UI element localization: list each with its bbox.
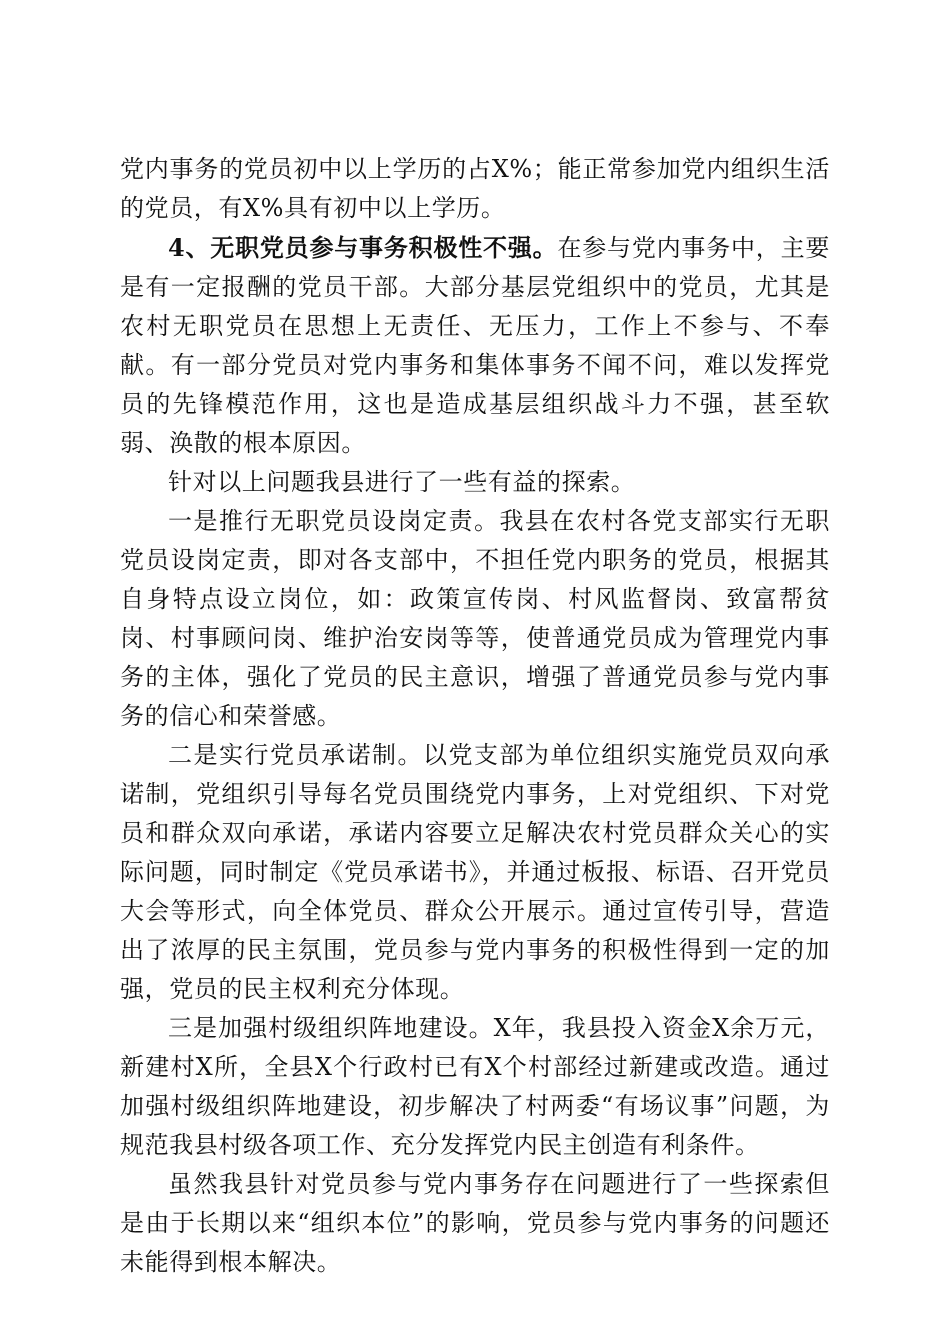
- paragraph-6-text: 三是加强村级组织阵地建设。X年，我县投入资金X余万元，新建村X所，全县X个行政村已有X个村部经过新建或改造。通过加强村级组织阵地建设，初步解决了村两委“有场议事”问题，为规范我县村级各项工作、充分发挥党内民主创造有利条件。: [120, 1014, 830, 1159]
- paragraph-2: [120, 228, 830, 463]
- paragraph-4: [120, 502, 830, 736]
- paragraph-3-text: 针对以上问题我县进行了一些有益的探索。: [168, 468, 636, 496]
- paragraph-2-heading: 4、无职党员参与事务积极性不强。: [168, 233, 558, 262]
- paragraph-7-text: 虽然我县针对党员参与党内事务存在问题进行了一些探索但是由于长期以来“组织本位”的影响，党员参与党内事务的问题还未能得到根本解决。: [120, 1170, 830, 1276]
- paragraph-4-text: 一是推行无职党员设岗定责。我县在农村各党支部实行无职党员设岗定责，即对各支部中，不担任党内职务的党员，根据其自身特点设立岗位，如：政策宣传岗、村风监督岗、致富帮贫岗、村事顾问岗、维护治安岗等等，使普通党员成为管理党内事务的主体，强化了党员的民主意识，增强了普通党员参与党内事务的信心和荣誉感。: [120, 507, 830, 730]
- paragraph-6: [120, 1009, 830, 1165]
- paragraph-7: [120, 1165, 830, 1282]
- paragraph-2-text: 在参与党内事务中，主要是有一定报酬的党员干部。大部分基层党组织中的党员，尤其是农村无职党员在思想上无责任、无压力，工作上不参与、不奉献。有一部分党员对党内事务和集体事务不闻不问，难以发挥党员的先锋模范作用，这也是造成基层组织战斗力不强，甚至软弱、涣散的根本原因。: [120, 234, 830, 457]
- paragraph-3: [120, 463, 830, 502]
- paragraph-5: [120, 736, 830, 1009]
- document-body: [120, 150, 830, 1282]
- paragraph-1-text: 党内事务的党员初中以上学历的占X%；能正常参加党内组织生活的党员，有X%具有初中以上学历。: [120, 155, 830, 222]
- paragraph-1: [120, 150, 830, 228]
- paragraph-5-text: 二是实行党员承诺制。以党支部为单位组织实施党员双向承诺制，党组织引导每名党员围绕党内事务，上对党组织、下对党员和群众双向承诺，承诺内容要立足解决农村党员群众关心的实际问题，同时制定《党员承诺书》，并通过板报、标语、召开党员大会等形式，向全体党员、群众公开展示。通过宣传引导，营造出了浓厚的民主氛围，党员参与党内事务的积极性得到一定的加强，党员的民主权利充分体现。: [120, 741, 830, 1003]
